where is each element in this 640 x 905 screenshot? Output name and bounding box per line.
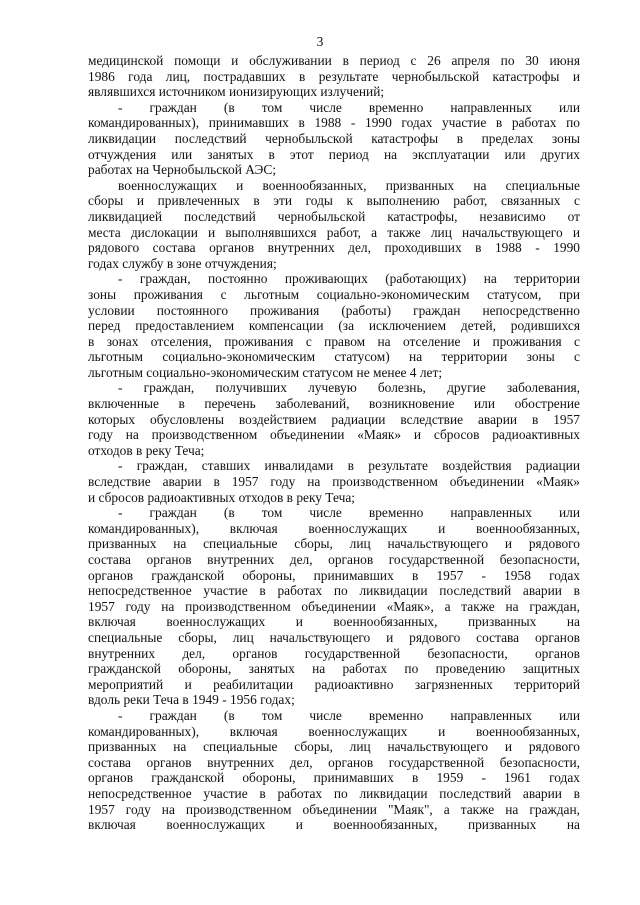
page-number: 3 xyxy=(316,34,324,49)
text-line: призванных на специальные сборы, лиц начальствующего и рядового xyxy=(88,536,580,552)
text-line: - граждан, ставших инвалидами в результате воздействия радиации xyxy=(118,458,580,474)
text-line: состава органов внутренних дел, органов государственной безопасности, xyxy=(88,754,580,770)
document-body xyxy=(88,53,580,833)
text-line: военнослужащих и военнообязанных, призванных на специальные xyxy=(118,177,580,193)
text-line: году на производственном объединении «Маяк» и сбросов радиоактивных xyxy=(88,427,580,443)
text-line: медицинской помощи и обслуживании в период с 26 апреля по 30 июня xyxy=(88,53,580,68)
text-line: ликвидации последствий чернобыльской катастрофы в пределах зоны xyxy=(88,130,580,146)
text-line: органов гражданской обороны, принимавших в 1957 - 1958 годах xyxy=(88,567,580,583)
text-line: ликвидацией последствий чернобыльской катастрофы, независимо от xyxy=(88,208,580,224)
text-line: зоны проживания с льготным социально-экономическим статусом, при xyxy=(88,286,580,302)
text-line: командированных), включая военнослужащих и военнообязанных, xyxy=(88,520,580,536)
text-line: работах на Чернобыльской АЭС; xyxy=(88,162,277,178)
text-line: - граждан (в том числе временно направленных или xyxy=(118,505,580,521)
text-line: и сбросов радиоактивных отходов в реку Теча; xyxy=(88,489,355,505)
text-line: органов гражданской обороны, принимавших в 1959 - 1961 годах xyxy=(88,770,580,786)
text-line: призванных на специальные сборы, лиц начальствующего и рядового xyxy=(88,739,580,755)
text-line: непосредственное участие в работах по ликвидации последствий аварии в xyxy=(88,583,580,599)
text-line: вследствие аварии в 1957 году на производственном объединении «Маяк» xyxy=(88,474,580,490)
text-line: - граждан (в том числе временно направленных или xyxy=(118,707,580,723)
text-line: вдоль реки Теча в 1949 - 1956 годах; xyxy=(88,692,295,708)
text-line: 1957 году на производственном объединении «Маяк», а также на граждан, xyxy=(88,598,580,614)
text-line: сборы и привлеченных в эти годы к выполнению работ, связанных с xyxy=(88,193,580,209)
text-line: - граждан, получивших лучевую болезнь, другие заболевания, xyxy=(118,380,580,396)
text-line: включая военнослужащих и военнообязанных, призванных на xyxy=(88,614,580,630)
text-line: командированных), принимавших в 1988 - 1990 годах участие в работах по xyxy=(88,115,580,131)
text-line: отходов в реку Теча; xyxy=(88,442,205,458)
text-line: 1986 года лиц, пострадавших в результате чернобыльской катастрофы и xyxy=(88,68,580,84)
text-line: гражданской обороны, занятых на работах по проведению защитных xyxy=(88,661,580,677)
text-line: в зонах отселения, проживания с правом на отселение и проживания с xyxy=(88,333,580,349)
text-line: которых обусловлены воздействием радиации вследствие аварии в 1957 xyxy=(88,411,580,427)
text-line: 1957 году на производственном объединении "Маяк", а также на граждан, xyxy=(88,801,580,817)
text-line: условии постоянного проживания (работы) граждан непосредственно xyxy=(88,302,580,318)
text-line: места дислокации и выполнявшихся работ, а также лиц начальствующего и xyxy=(88,224,580,240)
text-line: командированных), включая военнослужащих и военнообязанных, xyxy=(88,723,580,739)
text-line: - граждан (в том числе временно направленных или xyxy=(118,99,580,115)
text-line: льготным социально-экономическим статусом) на территории зоны с xyxy=(88,349,580,365)
text-line: включенные в перечень заболеваний, возникновение или обострение xyxy=(88,396,580,412)
text-line: годах службу в зоне отчуждения; xyxy=(88,255,277,271)
text-line: мероприятий и реабилитации радиоактивно загрязненных территорий xyxy=(88,676,580,692)
text-line: состава органов внутренних дел, органов государственной безопасности, xyxy=(88,552,580,567)
text-line: являвшихся источником ионизирующих излучений; xyxy=(88,84,385,100)
text-line: включая военнослужащих и военнообязанных, призванных на xyxy=(88,817,580,833)
text-line: специальные сборы, лиц начальствующего и рядового состава органов xyxy=(88,629,580,645)
text-line: льготным социально-экономическим статусом не менее 4 лет; xyxy=(88,364,443,380)
text-line: внутренних дел, органов государственной безопасности, органов xyxy=(88,645,580,661)
text-line: - граждан, постоянно проживающих (работающих) на территории xyxy=(118,271,580,287)
text-line: рядового состава органов внутренних дел, проходивших в 1988 - 1990 xyxy=(88,240,580,256)
text-line: перед предоставлением компенсации (за исключением детей, родившихся xyxy=(88,318,580,334)
text-line: отчуждения или занятых в этот период на эксплуатации или других xyxy=(88,146,580,162)
text-line: непосредственное участие в работах по ликвидации последствий аварии в xyxy=(88,785,580,801)
